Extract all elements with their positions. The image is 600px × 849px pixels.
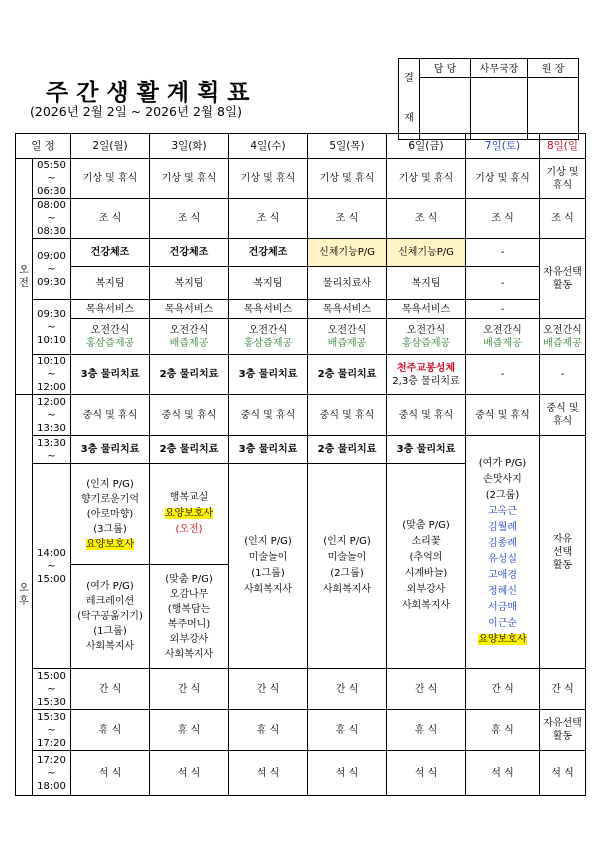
cell-wake: 기상 및 휴식 [71,159,150,199]
approval-role-staff: 담 당 [420,59,471,78]
cell-sat-program: (여가 P/G) 손맛사지 (2그룹) 고옥근 김월례 김종례 유성실 고애경 정혜신 서금매 이근순 요양보호사 [466,436,540,669]
cell-dinner: 석 식 [540,751,586,796]
row-health [16,239,586,267]
cell-bath: - [466,300,540,319]
cell-wed-program: (인지 P/G) 미술놀이 (1그룹) 사회복지사 [229,464,308,669]
cell-staff: - [466,267,540,300]
cell-wake: 기상 및 휴식 [229,159,308,199]
row-wake [16,159,586,199]
approval-role-director: 사무국장 [471,59,528,78]
cell-rest: 휴 식 [150,710,229,751]
cell-health: - [466,239,540,267]
day-fri: 6일(금) [387,134,466,159]
row-bath [16,300,586,319]
row-snack-am [16,319,586,355]
cell-bath: 목욕서비스 [229,300,308,319]
approval-label: 결 재 [399,59,420,140]
cell-breakfast: 조 식 [71,199,150,239]
cell-rest: 휴 식 [71,710,150,751]
cell-lunch: 중식 및 휴식 [150,395,229,436]
time-1400: 14:00 ~ 15:00 [33,464,71,669]
section-pm: 오 후 [16,395,33,796]
cell-staff: 복지팀 [387,267,466,300]
row-lunch [16,395,586,436]
cell-snack: 간 식 [466,669,540,710]
approval-sign-staff[interactable] [420,77,471,139]
time-0800: 08:00 ~ 08:30 [33,199,71,239]
cell-staff: 복지팀 [150,267,229,300]
cell-dinner: 석 식 [387,751,466,796]
cell-physio: 3층 물리치료 [71,355,150,395]
row-welfare [16,267,586,300]
cell-physical-program: 신체기능P/G [387,239,466,267]
page-title: 주간생활계획표 [46,80,258,106]
cell-breakfast: 조 식 [229,199,308,239]
row-snack-pm [16,669,586,710]
cell-staff: 복지팀 [71,267,150,300]
cell-lunch: 중식 및 휴식 [466,395,540,436]
cell-physio: 2층 물리치료 [150,436,229,464]
cell-dinner: 석 식 [71,751,150,796]
cell-bath: 목욕서비스 [71,300,150,319]
cell-snack: 간 식 [229,669,308,710]
cell-breakfast: 조 식 [387,199,466,239]
time-1010: 10:10 ~ 12:00 [33,355,71,395]
cell-fri-program: (맞춤 P/G) 소리꽃 (추억의 시계바늘) 외부강사 사회복지사 [387,464,466,669]
day-thu: 5일(목) [308,134,387,159]
cell-wake-sun: 기상 및 휴식 [540,159,586,199]
day-tue: 3일(화) [150,134,229,159]
cell-snack: 간 식 [308,669,387,710]
approval-sign-director[interactable] [471,77,528,139]
cell-thu-program: (인지 P/G) 미술놀이 (2그룹) 사회복지사 [308,464,387,669]
row-physio-am [16,355,586,395]
cell-wake: 기상 및 휴식 [387,159,466,199]
cell-dinner: 석 식 [466,751,540,796]
cell-health: 건강체조 [71,239,150,267]
day-wed: 4일(수) [229,134,308,159]
cell-breakfast: 조 식 [540,199,586,239]
cell-wake: 기상 및 휴식 [150,159,229,199]
cell-snack: 간 식 [387,669,466,710]
day-mon: 2일(월) [71,134,150,159]
header-row [16,134,586,159]
time-1500: 15:00 ~ 15:30 [33,669,71,710]
row-physio-pm [16,436,586,464]
cell-rest: 휴 식 [466,710,540,751]
approval-box [398,58,579,140]
cell-wake: 기상 및 휴식 [466,159,540,199]
cell-lunch: 중식 및 휴식 [308,395,387,436]
cell-health: 건강체조 [229,239,308,267]
time-1200: 12:00 ~ 13:30 [33,395,71,436]
time-1330: 13:30 ~ [33,436,71,464]
cell-rest-sun: 자유선택 활동 [540,710,586,751]
cell-snack-am: 오전간식 홍삼즙제공 [229,319,308,355]
approval-sign-head[interactable] [528,77,579,139]
cell-snack: 간 식 [71,669,150,710]
row-breakfast [16,199,586,239]
day-sat: 7일(토) [466,134,540,159]
cell-bath: 목욕서비스 [387,300,466,319]
time-0900: 09:00 ~ 09:30 [33,239,71,300]
cell-physio: 3층 물리치료 [229,355,308,395]
day-sun: 8일(일 [540,134,586,159]
approval-role-head: 원 장 [528,59,579,78]
cell-physio: 2층 물리치료 [150,355,229,395]
cell-lunch: 중식 및 휴식 [71,395,150,436]
time-1720: 17:20 ~ 18:00 [33,751,71,796]
cell-physio: 2층 물리치료 [308,436,387,464]
cell-rest: 휴 식 [308,710,387,751]
row-dinner [16,751,586,796]
cell-health: 건강체조 [150,239,229,267]
cell-rest: 휴 식 [229,710,308,751]
cell-wake: 기상 및 휴식 [308,159,387,199]
cell-staff: 복지팀 [229,267,308,300]
cell-snack-am: 오전간식 배즙제공 [466,319,540,355]
cell-physio: 3층 물리치료 [71,436,150,464]
cell-physio: - [466,355,540,395]
cell-dinner: 석 식 [229,751,308,796]
cell-dinner: 석 식 [150,751,229,796]
cell-snack-am: 오전간식 홍삼즙제공 [387,319,466,355]
cell-rest: 휴 식 [387,710,466,751]
cell-snack: 간 식 [540,669,586,710]
header-label: 일 정 [16,134,71,159]
cell-bath: 목욕서비스 [150,300,229,319]
cell-sun-program: 자유 선택 활동 [540,436,586,669]
cell-communion: 천주교봉성체 2,3층 물리치료 [387,355,466,395]
cell-snack: 간 식 [150,669,229,710]
cell-breakfast: 조 식 [150,199,229,239]
cell-snack-am: 오전간식 배즙제공 [150,319,229,355]
cell-bath: 목욕서비스 [308,300,387,319]
cell-physical-program: 신체기능P/G [308,239,387,267]
cell-lunch: 중식 및 휴식 [387,395,466,436]
cell-lunch-sun: 중식 및 휴식 [540,395,586,436]
cell-physio: 3층 물리치료 [229,436,308,464]
cell-breakfast: 조 식 [308,199,387,239]
cell-snack-am: 오전간식 배즙제공 [308,319,387,355]
cell-physio: - [540,355,586,395]
weekly-schedule-table [15,133,586,796]
cell-tue-program: 행복교실 요양보호사 (오전) (맞춤 P/G) 오감나무 (행복담는 복주머니) 외부강사 사회복지사 [150,464,229,669]
cell-breakfast: 조 식 [466,199,540,239]
row-rest [16,710,586,751]
cell-lunch: 중식 및 휴식 [229,395,308,436]
date-range: (2026년 2월 2일 ~ 2026년 2월 8일) [30,104,242,119]
cell-staff: 물리치료사 [308,267,387,300]
cell-snack-am: 오전간식 배즙제공 [540,319,586,355]
time-0930: 09:30 ~ 10:10 [33,300,71,355]
cell-dinner: 석 식 [308,751,387,796]
time-1530: 15:30 ~ 17:20 [33,710,71,751]
cell-sun-free: 자유선택 활동 [540,239,586,319]
cell-snack-am: 오전간식 홍삼즙제공 [71,319,150,355]
cell-physio: 2층 물리치료 [308,355,387,395]
section-am: 오 전 [16,159,33,395]
cell-physio: 3층 물리치료 [387,436,466,464]
cell-mon-program: (인지 P/G) 향기로운기억 (아로마향) (3그룹) 요양보호사 (여가 P/G) 레크레이션 (탁구공옮기기) (1그룹) 사회복지사 [71,464,150,669]
time-0550: 05:50 ~ 06:30 [33,159,71,199]
